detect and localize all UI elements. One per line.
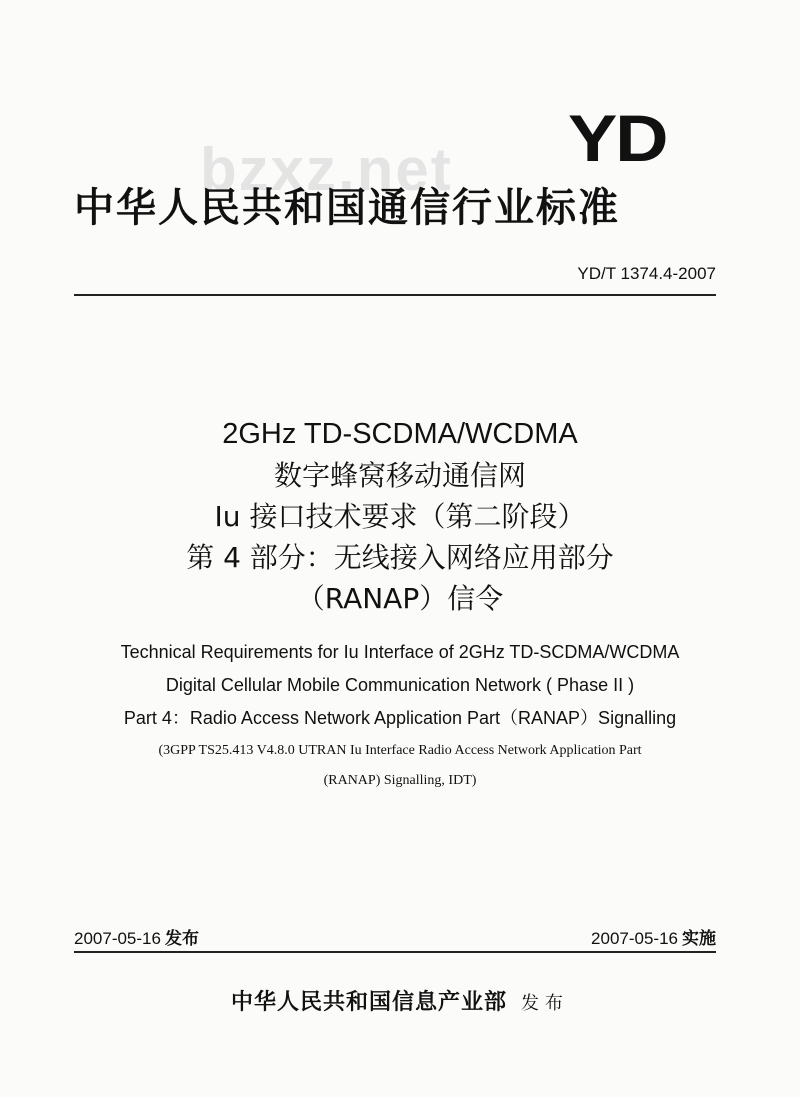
issue-label: 发布 (164, 929, 199, 949)
footer-divider (74, 951, 716, 953)
standard-number: YD/T 1374.4-2007 (577, 264, 716, 283)
title-line-3: Iu 接口技术要求（第二阶段） (214, 500, 586, 533)
title-line-1: 2GHz TD-SCDMA/WCDMA (222, 418, 578, 450)
english-title-line-3: Part 4：Radio Access Network Application Part（RANAP）Signalling (123, 708, 677, 728)
implement-date-value: 2007-05-16 (591, 929, 678, 948)
title-line-2: 数字蜂窝移动通信网 (273, 459, 526, 492)
adoption-line-2: (RANAP) Signalling, IDT) (323, 773, 477, 788)
industry-standard-title: 中华人民共和国通信行业标准 (74, 185, 620, 231)
chinese-title (0, 414, 800, 619)
english-title-line-1: Technical Requirements for Iu Interface of 2GHz TD-SCDMA/WCDMA (120, 642, 680, 662)
implement-date (591, 924, 716, 949)
implement-label: 实施 (682, 929, 716, 949)
adoption-line-1: (3GPP TS25.413 V4.8.0 UTRAN Iu Interface Radio Access Network Application Part (158, 743, 642, 758)
title-line-5: （RANAP）信令 (296, 582, 504, 615)
english-title (0, 636, 800, 735)
header-divider (74, 294, 716, 296)
publisher-action: 发布 (521, 993, 569, 1014)
title-line-4: 第 4 部分：无线接入网络应用部分 (186, 541, 614, 574)
publisher (0, 985, 800, 1016)
yd-logo: YD (568, 101, 667, 175)
issue-date (74, 924, 199, 949)
issue-date-value: 2007-05-16 (74, 929, 161, 948)
english-title-line-2: Digital Cellular Mobile Communication Network ( Phase II ) (165, 675, 635, 695)
adoption-note (0, 736, 800, 796)
publisher-name: 中华人民共和国信息产业部 (230, 989, 507, 1015)
watermark: bzxz.net (200, 136, 453, 203)
